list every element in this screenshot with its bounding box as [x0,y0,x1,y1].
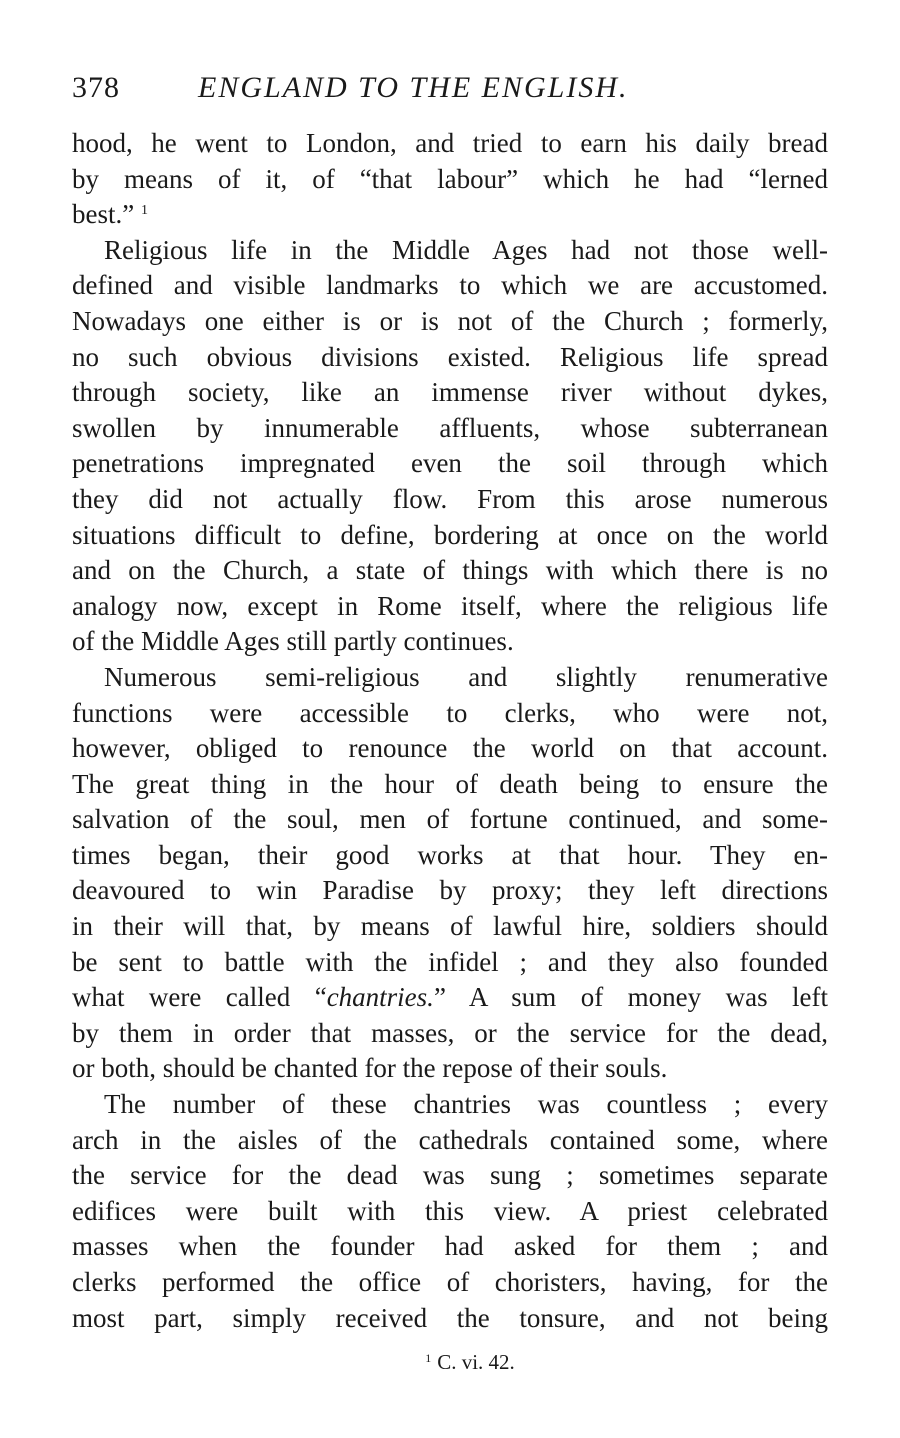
text-line: be sent to battle with the infidel ; and they also founded [72,946,828,977]
text-line: most part, simply received the tonsure, and not being [72,1302,828,1333]
text-fragment: best.” [72,199,135,230]
text-line: functions were accessible to clerks, who were not, [72,697,828,728]
text-line: defined and visible landmarks to which we are accustomed. [72,270,828,301]
text-line: The number of these chantries was countless ; every [104,1089,828,1120]
text-line: or both, should be chanted for the repose of their souls. [72,1053,668,1084]
text-line [72,980,828,1016]
text-fragment: what were called “ [72,982,327,1013]
text-line: salvation of the soul, men of fortune continued, and some- [72,804,828,835]
text-line: Nowadays one either is or is not of the Church ; formerly, [72,305,828,336]
text-line: the service for the dead was sung ; sometimes separate [72,1160,828,1191]
text-line: Numerous semi-religious and slightly renumerative [104,661,828,692]
text-line: by them in order that masses, or the service for the dead, [72,1017,828,1048]
text-line: times began, their good works at that hour. They en- [72,839,828,870]
text-line: and on the Church, a state of things with which there is no [72,555,828,586]
footnote-mark: 1 [425,1351,432,1365]
text-line: through society, like an immense river without dykes, [72,377,828,408]
text-line: by means of it, of “that labour” which he had “lerned [72,163,828,194]
text-line: penetrations impregnated even the soil through which [72,448,828,479]
text-line: of the Middle Ages still partly continues. [72,626,514,657]
text-line: arch in the aisles of the cathedrals contained some, where [72,1124,828,1155]
text-line: however, obliged to renounce the world on that account. [72,733,828,764]
text-line [72,197,828,233]
italic-term: chantries. [326,982,434,1013]
text-line: they did not actually flow. From this arose numerous [72,483,828,514]
text-line: The great thing in the hour of death being to ensure the [72,768,828,799]
text-line: edifices were built with this view. A priest celebrated [72,1195,828,1226]
text-line: Religious life in the Middle Ages had not those well- [104,234,828,265]
text-line: hood, he went to London, and tried to earn his daily bread [72,128,828,158]
footnote-text: C. vi. 42. [437,1350,515,1374]
running-head [72,68,832,108]
text-line: swollen by innumerable affluents, whose subterranean [72,412,828,443]
text-line: deavoured to win Paradise by proxy; they left directions [72,875,828,906]
text-line: clerks performed the office of choristers, having, for the [72,1267,828,1297]
text-line: no such obvious divisions existed. Religious life spread [72,341,828,372]
page-number: 378 [72,71,120,104]
footnote [0,1344,900,1376]
text-line: masses when the founder had asked for them ; and [72,1231,828,1262]
text-fragment: ” A sum of money was left [433,982,828,1013]
text-line: analogy now, except in Rome itself, where the religious life [72,590,828,621]
text-line: situations difficult to define, bordering at once on the world [72,519,828,550]
footnote-reference: 1 [140,203,148,219]
text-line: in their will that, by means of lawful hire, soldiers should [72,911,828,942]
body-text [72,126,828,1336]
running-title: ENGLAND TO THE ENGLISH. [198,71,629,104]
